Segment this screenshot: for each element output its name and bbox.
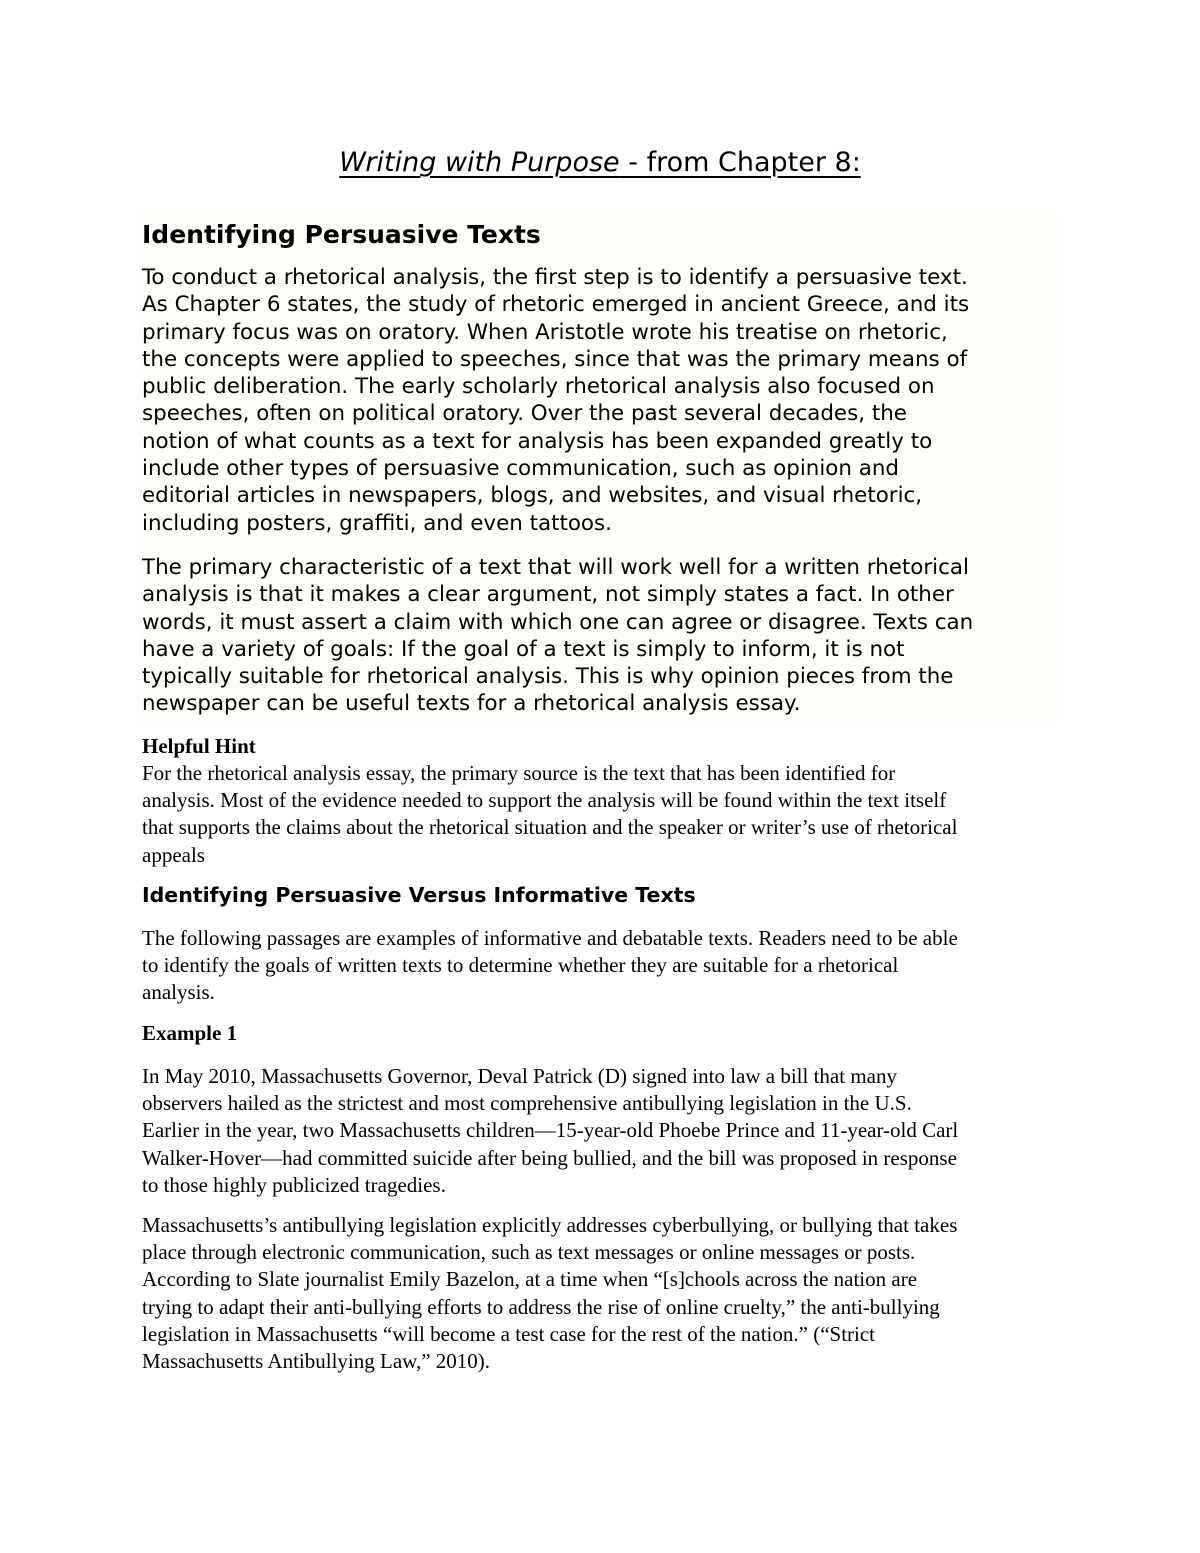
document-title: [0, 145, 1200, 181]
paragraph-line: place through electronic communication, such as text messages or online messages or posts.: [142, 1240, 916, 1265]
example-1-paragraph-2: [142, 1212, 1072, 1375]
paragraph-line: including posters, graffiti, and even tattoos.: [142, 510, 612, 536]
paragraph-line: appeals: [142, 842, 205, 867]
paragraph-line: Earlier in the year, two Massachusetts children—15-year-old Phoebe Prince and 11-year-old Carl: [142, 1118, 959, 1143]
helpful-hint-heading: Helpful Hint: [142, 734, 256, 758]
paragraph-line: editorial articles in newspapers, blogs, and websites, and visual rhetoric,: [142, 483, 923, 509]
title-chapter: - from Chapter 8:: [619, 147, 861, 178]
paragraph-line: notion of what counts as a text for analysis has been expanded greatly to: [142, 428, 933, 454]
paragraph-line: have a variety of goals: If the goal of a text is simply to inform, it is not: [142, 636, 905, 662]
helpful-hint-text: [142, 760, 1072, 869]
section-heading-persuasive-vs-informative: Identifying Persuasive Versus Informative Texts: [142, 883, 696, 907]
paragraph-line: legislation in Massachusetts “will become a test case for the rest of the nation.” (“Strict: [142, 1321, 876, 1346]
paragraph-line: speeches, often on political oratory. Over the past several decades, the: [142, 401, 907, 427]
paragraph-line: The primary characteristic of a text that will work well for a written rhetorical: [142, 555, 969, 580]
paragraph-line: In May 2010, Massachusetts Governor, Deval Patrick (D) signed into law a bill that many: [142, 1064, 897, 1088]
paragraph-line: trying to adapt their anti-bullying efforts to address the rise of online cruelty,” the anti-bullying: [142, 1294, 940, 1319]
example-1-heading: Example 1: [142, 1021, 238, 1045]
paragraph-line: to those highly publicized tragedies.: [142, 1172, 446, 1197]
paragraph-line: to identify the goals of written texts to determine whether they are suitable for a rhetorical: [142, 953, 899, 978]
paragraph-line: For the rhetorical analysis essay, the primary source is the text that has been identified for: [142, 761, 896, 785]
paragraph-line: include other types of persuasive communication, such as opinion and: [142, 456, 899, 482]
paragraph-line: words, it must assert a claim with which one can agree or disagree. Texts can: [142, 609, 974, 635]
paragraph-line: that supports the claims about the rhetorical situation and the speaker or writer’s use of rhetorical: [142, 815, 958, 840]
paragraph-line: analysis.: [142, 980, 215, 1005]
paragraph-line: the concepts were applied to speeches, since that was the primary means of: [142, 346, 968, 372]
paragraph-following-passages: [142, 925, 1072, 1007]
paragraph-line: newspaper can be useful texts for a rhetorical analysis essay.: [142, 691, 801, 717]
paragraph-line: analysis is that it makes a clear argument, not simply states a fact. In other: [142, 582, 954, 608]
paragraph-line: observers hailed as the strictest and most comprehensive antibullying legislation in the U.S.: [142, 1091, 912, 1116]
paragraph-line: Massachusetts’s antibullying legislation explicitly addresses cyberbullying, or bullying that takes: [142, 1213, 958, 1237]
paragraph-line: primary focus was on oratory. When Aristotle wrote his treatise on rhetoric,: [142, 319, 948, 345]
paragraph-primary-characteristic: [142, 554, 1062, 718]
paragraph-line: Massachusetts Antibullying Law,” 2010).: [142, 1349, 491, 1374]
paragraph-line: According to Slate journalist Emily Bazelon, at a time when “[s]chools across the nation are: [142, 1267, 918, 1292]
paragraph-rhetorical-analysis: [142, 264, 1062, 537]
paragraph-line: The following passages are examples of informative and debatable texts. Readers need to be able: [142, 926, 958, 950]
paragraph-line: To conduct a rhetorical analysis, the first step is to identify a persuasive text.: [142, 265, 968, 290]
example-1-paragraph-1: [142, 1063, 1072, 1199]
section-heading-persuasive-texts: Identifying Persuasive Texts: [142, 220, 541, 249]
title-book-name: Writing with Purpose: [339, 147, 620, 178]
paragraph-line: analysis. Most of the evidence needed to support the analysis will be found within the text itself: [142, 788, 947, 813]
paragraph-line: As Chapter 6 states, the study of rhetoric emerged in ancient Greece, and its: [142, 292, 970, 318]
paragraph-line: public deliberation. The early scholarly rhetorical analysis also focused on: [142, 374, 935, 400]
paragraph-line: typically suitable for rhetorical analysis. This is why opinion pieces from the: [142, 664, 954, 690]
paragraph-line: Walker-Hover—had committed suicide after being bullied, and the bill was proposed in response: [142, 1145, 957, 1170]
